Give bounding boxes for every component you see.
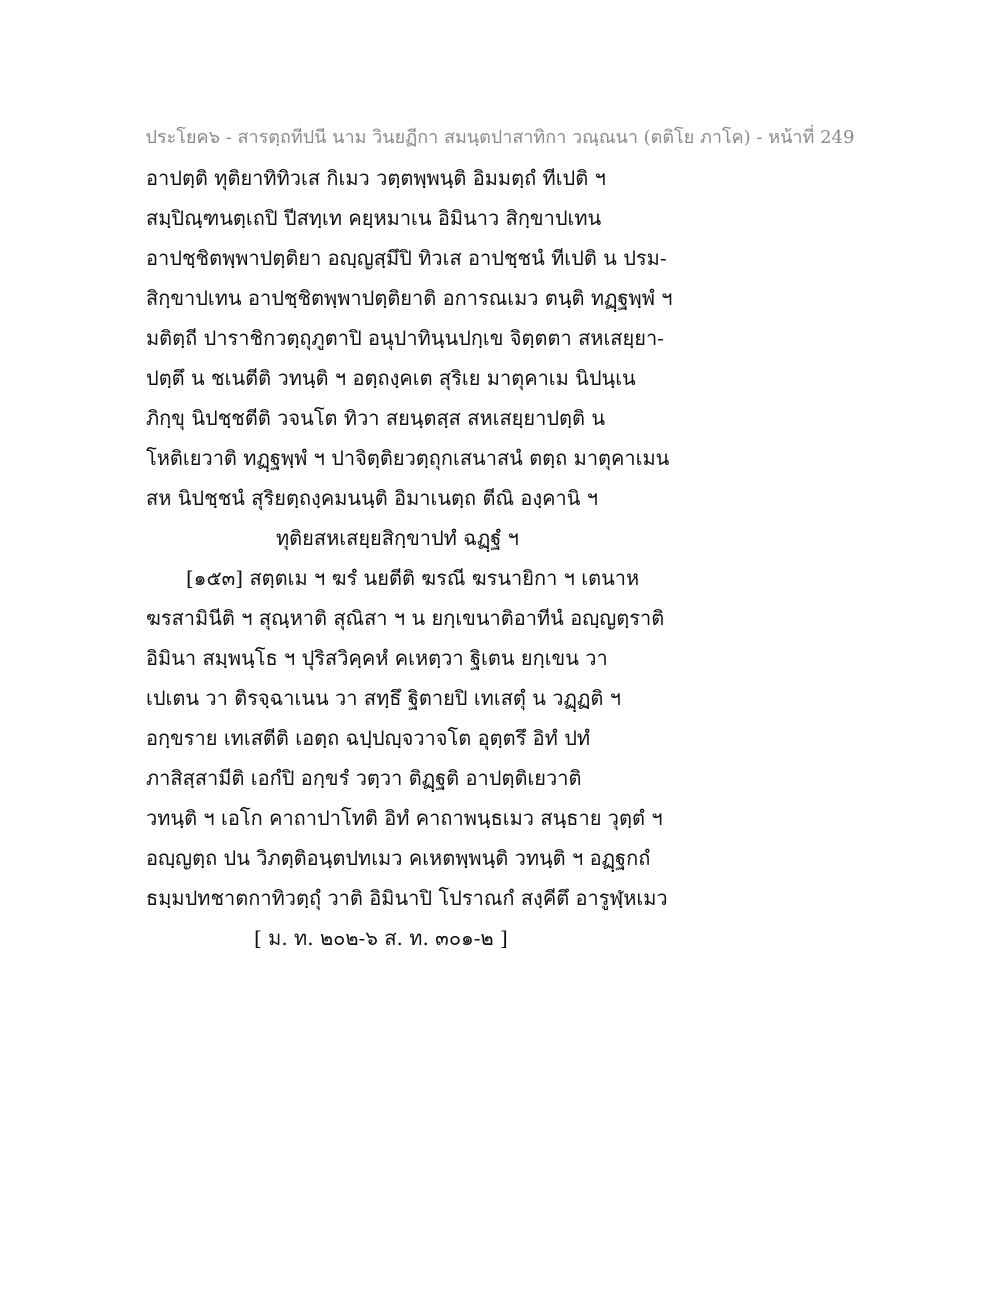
body-text bbox=[146, 158, 706, 958]
text-line: มติตฺถี ปาราชิกวตฺถุภูตาปิ อนุปาทินฺนปกฺเข จิตฺตตา สหเสยฺยา- bbox=[146, 326, 664, 350]
text-line: อญฺญตฺถ ปน วิภตฺติอนฺตปทเมว คเหตพฺพนฺติ วทนฺติ ฯ อฏฺฐกถํ bbox=[146, 846, 651, 870]
text-line: สมฺปิณฺฑนตฺเถปิ ปีสทฺเท คยฺหมาเน อิมินาว สิกฺขาปเทน bbox=[146, 206, 602, 230]
text-line: สห นิปชฺชนํ สุริยตฺถงฺคมนนฺติ อิมาเนตฺถ ตีณิ องฺคานิ ฯ bbox=[146, 486, 599, 510]
text-line: อาปชฺชิตพฺพาปตฺติยา อญฺญสฺมึปิ ทิวเส อาปชฺชนํ ทีเปติ น ปรม- bbox=[146, 246, 667, 270]
reference-note: [ ม. ท. ๒๐๒-๖ ส. ท. ๓๐๑-๒ ] bbox=[254, 926, 508, 950]
page-header: ประโยค๖ - สารตฺถทีปนี นาม วินยฏีกา สมนฺตปาสาทิกา วณฺณนา (ตติโย ภาโค) - หน้าที่ 249 bbox=[145, 127, 855, 148]
text-line: อาปตฺติ ทุติยาทิทิวเส กิเมว วตฺตพฺพนฺติ อิมมตฺถํ ทีเปติ ฯ bbox=[146, 166, 606, 190]
text-line: วทนฺติ ฯ เอโก คาถาปาโทติ อิทํ คาถาพนฺธเมว สนฺธาย วุตฺตํ ฯ bbox=[146, 806, 663, 830]
text-line: สิกฺขาปเทน อาปชฺชิตพฺพาปตฺติยาติ อการณเมว ตนฺติ ทฏฺฐพฺพํ ฯ bbox=[146, 286, 673, 310]
text-line: อกฺขราย เทเสตีติ เอตฺถ ฉปฺปญฺจวาจโต อุตฺตรึ อิทํ ปทํ bbox=[146, 726, 591, 750]
text-line: ปตฺตึ น ชเนตีติ วทนฺติ ฯ อตฺถงฺคเต สุริเย มาตุคาเม นิปนฺเน bbox=[146, 366, 636, 390]
text-line: โหติเยวาติ ทฏฺฐพฺพํ ฯ ปาจิตฺติยวตฺถุกเสนาสนํ ตตฺถ มาตุคาเมน bbox=[146, 446, 670, 470]
text-line: [๑๕๓] สตฺตเม ฯ ฆรํ นยตีติ ฆรณี ฆรนายิกา ฯ เตนาห bbox=[186, 566, 640, 590]
text-line: อิมินา สมฺพนฺโธ ฯ ปุริสวิคฺคหํ คเหตฺวา ฐิเตน ยกฺเขน วา bbox=[146, 646, 608, 670]
text-line: เปเตน วา ติรจฺฉาเนน วา สทฺธึ ฐิตายปิ เทเสตุํ น วฏฺฏติ ฯ bbox=[146, 686, 621, 710]
text-line: ภาสิสฺสามีติ เอกํปิ อกฺขรํ วตฺวา ติฏฺฐติ อาปตฺติเยวาติ bbox=[146, 766, 582, 790]
text-line: ฆรสามินีติ ฯ สุณฺหาติ สุณิสา ฯ น ยกฺเขนาติอาทีนํ อญฺญตฺราติ bbox=[146, 606, 665, 630]
text-line: ธมฺมปทชาตกาทิวตฺถุํ วาติ อิมินาปิ โปราณกํ สงฺคีตึ อารูฬฺหเมว bbox=[146, 886, 668, 910]
text-line: ภิกฺขุ นิปชฺชตีติ วจนโต ทิวา สยนฺตสฺส สหเสยฺยาปตฺติ น bbox=[146, 406, 606, 430]
section-title: ทุติยสหเสยฺยสิกฺขาปทํ ฉฏฺฐํ ฯ bbox=[276, 526, 519, 550]
